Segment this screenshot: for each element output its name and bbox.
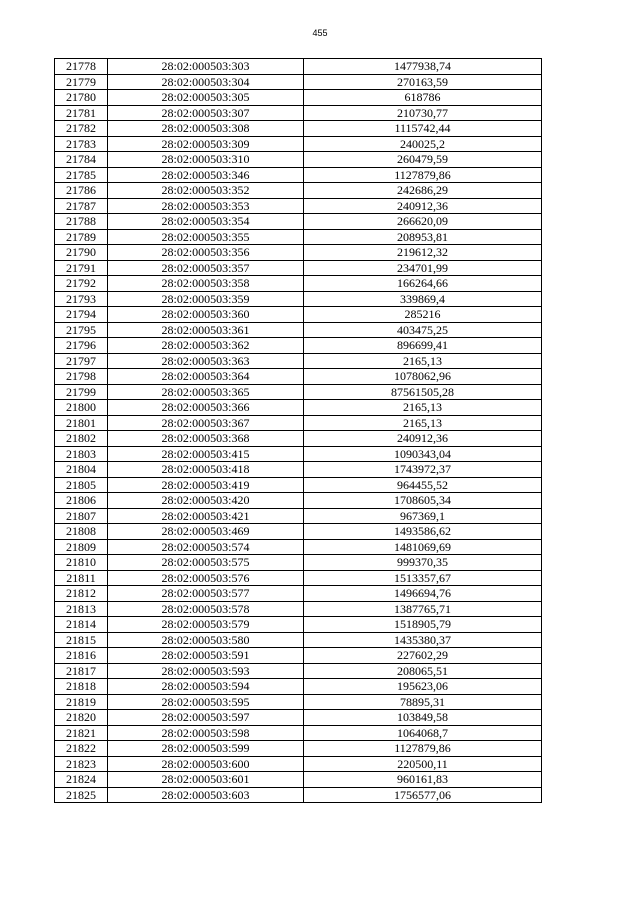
cadastral-value-cell: 1127879,86 [304,741,542,757]
cadastral-number-cell: 28:02:000503:346 [108,167,304,183]
cadastral-value-cell: 1493586,62 [304,524,542,540]
cadastral-value-cell: 1090343,04 [304,446,542,462]
cadastral-number-cell: 28:02:000503:359 [108,291,304,307]
row-number-cell: 21778 [55,59,108,75]
table-row [55,183,542,199]
table-row [55,198,542,214]
cadastral-number-cell: 28:02:000503:418 [108,462,304,478]
row-number-cell: 21823 [55,756,108,772]
table-row [55,152,542,168]
cadastral-value-cell: 1387765,71 [304,601,542,617]
row-number-cell: 21796 [55,338,108,354]
table-row [55,338,542,354]
table-row [55,524,542,540]
page-number: 455 [312,28,328,38]
cadastral-number-cell: 28:02:000503:419 [108,477,304,493]
table-row [55,570,542,586]
table-row [55,772,542,788]
cadastral-number-cell: 28:02:000503:304 [108,74,304,90]
cadastral-number-cell: 28:02:000503:598 [108,725,304,741]
table-row [55,307,542,323]
row-number-cell: 21793 [55,291,108,307]
row-number-cell: 21816 [55,648,108,664]
row-number-cell: 21798 [55,369,108,385]
row-number-cell: 21788 [55,214,108,230]
cadastral-value-cell: 220500,11 [304,756,542,772]
cadastral-number-cell: 28:02:000503:362 [108,338,304,354]
table-row [55,601,542,617]
row-number-cell: 21787 [55,198,108,214]
cadastral-value-cell: 219612,32 [304,245,542,261]
row-number-cell: 21812 [55,586,108,602]
table-row [55,648,542,664]
table-row [55,431,542,447]
table-row [55,415,542,431]
table-row [55,105,542,121]
cadastral-number-cell: 28:02:000503:360 [108,307,304,323]
cadastral-number-cell: 28:02:000503:355 [108,229,304,245]
row-number-cell: 21780 [55,90,108,106]
cadastral-value-cell: 1064068,7 [304,725,542,741]
cadastral-number-cell: 28:02:000503:367 [108,415,304,431]
cadastral-value-cell: 1127879,86 [304,167,542,183]
table-row [55,787,542,803]
cadastral-value-cell: 260479,59 [304,152,542,168]
row-number-cell: 21806 [55,493,108,509]
cadastral-value-cell: 103849,58 [304,710,542,726]
row-number-cell: 21791 [55,260,108,276]
table-body [55,59,542,803]
cadastral-number-cell: 28:02:000503:357 [108,260,304,276]
table-row [55,322,542,338]
table-row [55,493,542,509]
cadastral-number-cell: 28:02:000503:307 [108,105,304,121]
cadastral-number-cell: 28:02:000503:309 [108,136,304,152]
row-number-cell: 21815 [55,632,108,648]
cadastral-number-cell: 28:02:000503:303 [108,59,304,75]
table-row [55,90,542,106]
row-number-cell: 21779 [55,74,108,90]
row-number-cell: 21799 [55,384,108,400]
table-row [55,462,542,478]
cadastral-value-cell: 1496694,76 [304,586,542,602]
cadastral-number-cell: 28:02:000503:365 [108,384,304,400]
row-number-cell: 21795 [55,322,108,338]
table-row [55,477,542,493]
table-row [55,369,542,385]
cadastral-value-cell: 266620,09 [304,214,542,230]
cadastral-number-cell: 28:02:000503:574 [108,539,304,555]
cadastral-value-cell: 1481069,69 [304,539,542,555]
cadastral-value-cell: 960161,83 [304,772,542,788]
table-row [55,59,542,75]
cadastral-value-cell: 208065,51 [304,663,542,679]
table-row [55,725,542,741]
cadastral-number-cell: 28:02:000503:593 [108,663,304,679]
row-number-cell: 21821 [55,725,108,741]
table-row [55,245,542,261]
row-number-cell: 21804 [55,462,108,478]
cadastral-value-cell: 2165,13 [304,415,542,431]
table-row [55,353,542,369]
cadastral-value-cell: 2165,13 [304,353,542,369]
row-number-cell: 21818 [55,679,108,695]
table-row [55,291,542,307]
cadastral-value-cell: 285216 [304,307,542,323]
cadastral-number-cell: 28:02:000503:594 [108,679,304,695]
cadastral-number-cell: 28:02:000503:364 [108,369,304,385]
cadastral-value-cell: 1078062,96 [304,369,542,385]
table-row [55,167,542,183]
cadastral-number-cell: 28:02:000503:577 [108,586,304,602]
table-row [55,446,542,462]
row-number-cell: 21817 [55,663,108,679]
cadastral-number-cell: 28:02:000503:352 [108,183,304,199]
row-number-cell: 21801 [55,415,108,431]
cadastral-number-cell: 28:02:000503:354 [108,214,304,230]
table-row [55,741,542,757]
cadastral-value-cell: 242686,29 [304,183,542,199]
cadastral-value-cell: 1435380,37 [304,632,542,648]
cadastral-value-cell: 618786 [304,90,542,106]
row-number-cell: 21784 [55,152,108,168]
cadastral-number-cell: 28:02:000503:308 [108,121,304,137]
cadastral-value-cell: 270163,59 [304,74,542,90]
table-row [55,276,542,292]
cadastral-value-cell: 195623,06 [304,679,542,695]
cadastral-number-cell: 28:02:000503:415 [108,446,304,462]
cadastral-number-cell: 28:02:000503:363 [108,353,304,369]
row-number-cell: 21813 [55,601,108,617]
cadastral-number-cell: 28:02:000503:599 [108,741,304,757]
row-number-cell: 21809 [55,539,108,555]
row-number-cell: 21782 [55,121,108,137]
row-number-cell: 21805 [55,477,108,493]
table-row [55,214,542,230]
cadastral-value-cell: 1518905,79 [304,617,542,633]
table-row [55,710,542,726]
table-row [55,400,542,416]
row-number-cell: 21803 [55,446,108,462]
cadastral-number-cell: 28:02:000503:578 [108,601,304,617]
cadastral-number-cell: 28:02:000503:579 [108,617,304,633]
row-number-cell: 21810 [55,555,108,571]
cadastral-number-cell: 28:02:000503:580 [108,632,304,648]
row-number-cell: 21808 [55,524,108,540]
cadastral-value-cell: 1477938,74 [304,59,542,75]
table-row [55,663,542,679]
cadastral-number-cell: 28:02:000503:366 [108,400,304,416]
row-number-cell: 21786 [55,183,108,199]
cadastral-number-cell: 28:02:000503:597 [108,710,304,726]
table-row [55,756,542,772]
cadastral-value-cell: 87561505,28 [304,384,542,400]
row-number-cell: 21781 [55,105,108,121]
cadastral-value-cell: 1743972,37 [304,462,542,478]
cadastral-value-cell: 166264,66 [304,276,542,292]
row-number-cell: 21814 [55,617,108,633]
cadastral-value-cell: 339869,4 [304,291,542,307]
cadastral-number-cell: 28:02:000503:600 [108,756,304,772]
cadastral-number-cell: 28:02:000503:576 [108,570,304,586]
cadastral-number-cell: 28:02:000503:356 [108,245,304,261]
cadastral-value-table [54,58,542,803]
row-number-cell: 21820 [55,710,108,726]
table-row [55,679,542,695]
cadastral-number-cell: 28:02:000503:361 [108,322,304,338]
row-number-cell: 21802 [55,431,108,447]
cadastral-value-cell: 240912,36 [304,431,542,447]
table-row [55,229,542,245]
row-number-cell: 21783 [55,136,108,152]
table-row [55,694,542,710]
cadastral-number-cell: 28:02:000503:603 [108,787,304,803]
cadastral-value-cell: 208953,81 [304,229,542,245]
table-row [55,632,542,648]
cadastral-number-cell: 28:02:000503:575 [108,555,304,571]
row-number-cell: 21819 [55,694,108,710]
cadastral-value-cell: 967369,1 [304,508,542,524]
table-row [55,384,542,400]
cadastral-number-cell: 28:02:000503:601 [108,772,304,788]
cadastral-number-cell: 28:02:000503:353 [108,198,304,214]
cadastral-value-cell: 999370,35 [304,555,542,571]
cadastral-number-cell: 28:02:000503:305 [108,90,304,106]
cadastral-number-cell: 28:02:000503:595 [108,694,304,710]
cadastral-value-cell: 210730,77 [304,105,542,121]
cadastral-number-cell: 28:02:000503:368 [108,431,304,447]
cadastral-number-cell: 28:02:000503:310 [108,152,304,168]
row-number-cell: 21785 [55,167,108,183]
cadastral-value-cell: 964455,52 [304,477,542,493]
cadastral-number-cell: 28:02:000503:421 [108,508,304,524]
row-number-cell: 21792 [55,276,108,292]
row-number-cell: 21825 [55,787,108,803]
cadastral-number-cell: 28:02:000503:358 [108,276,304,292]
cadastral-number-cell: 28:02:000503:469 [108,524,304,540]
cadastral-value-cell: 234701,99 [304,260,542,276]
row-number-cell: 21807 [55,508,108,524]
row-number-cell: 21811 [55,570,108,586]
table-row [55,555,542,571]
row-number-cell: 21822 [55,741,108,757]
table-row [55,121,542,137]
cadastral-value-cell: 1513357,67 [304,570,542,586]
row-number-cell: 21797 [55,353,108,369]
table-row [55,136,542,152]
row-number-cell: 21800 [55,400,108,416]
cadastral-value-cell: 403475,25 [304,322,542,338]
cadastral-value-cell: 1708605,34 [304,493,542,509]
cadastral-value-cell: 2165,13 [304,400,542,416]
cadastral-value-cell: 78895,31 [304,694,542,710]
table-row [55,508,542,524]
table-row [55,260,542,276]
cadastral-value-cell: 240912,36 [304,198,542,214]
table-row [55,617,542,633]
row-number-cell: 21789 [55,229,108,245]
cadastral-value-cell: 240025,2 [304,136,542,152]
cadastral-number-cell: 28:02:000503:591 [108,648,304,664]
cadastral-number-cell: 28:02:000503:420 [108,493,304,509]
table-row [55,74,542,90]
row-number-cell: 21790 [55,245,108,261]
table-row [55,539,542,555]
cadastral-value-cell: 1756577,06 [304,787,542,803]
cadastral-value-cell: 1115742,44 [304,121,542,137]
row-number-cell: 21794 [55,307,108,323]
cadastral-value-cell: 227602,29 [304,648,542,664]
table-row [55,586,542,602]
cadastral-value-cell: 896699,41 [304,338,542,354]
row-number-cell: 21824 [55,772,108,788]
